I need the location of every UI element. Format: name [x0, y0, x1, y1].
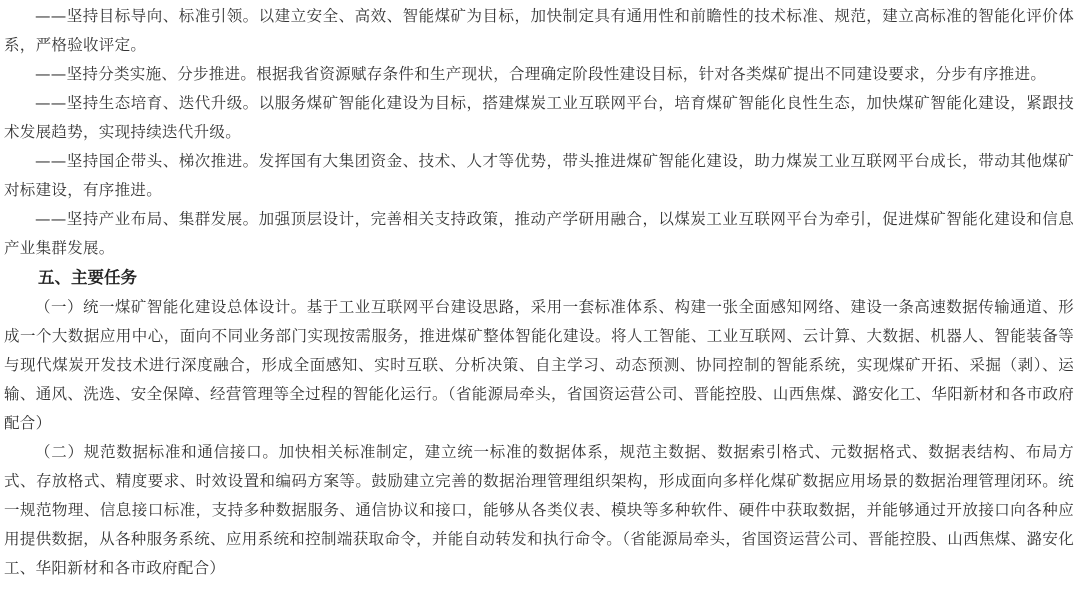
principle-paragraph-soe-leadership: ——坚持国企带头、梯次推进。发挥国有大集团资金、技术、人才等优势，带头推进煤矿智能化建设，助力煤炭工业互联网平台成长，带动其他煤矿对标建设，有序推进。	[4, 152, 1074, 199]
principle-paragraph-classified-implementation: ——坚持分类实施、分步推进。根据我省资源赋存条件和生产现状，合理确定阶段性建设目标，针对各类煤矿提出不同建设要求，分步有序推进。	[35, 65, 1047, 83]
section-heading-main-tasks: 五、主要任务	[38, 268, 137, 287]
principle-paragraph-industry-cluster: ——坚持产业布局、集群发展。加强顶层设计，完善相关支持政策，推动产学研用融合，以煤炭工业互联网平台为牵引，促进煤矿智能化建设和信息产业集群发展。	[4, 210, 1074, 257]
principle-paragraph-target-orientation: ——坚持目标导向、标准引领。以建立安全、高效、智能煤矿为目标，加快制定具有通用性和前瞻性的技术标准、规范，建立高标准的智能化评价体系，严格验收评定。	[4, 7, 1074, 54]
principle-paragraph-ecosystem-cultivation: ——坚持生态培育、迭代升级。以服务煤矿智能化建设为目标，搭建煤炭工业互联网平台，培育煤矿智能化良性生态，加快煤矿智能化建设，紧跟技术发展趋势，实现持续迭代升级。	[4, 94, 1074, 141]
task-paragraph-overall-design: （一）统一煤矿智能化建设总体设计。基于工业互联网平台建设思路，采用一套标准体系、构建一张全面感知网络、建设一条高速数据传输通道、形成一个大数据应用中心，面向不同业务部门实现按需服务，推进煤矿整体智能化建设。将人工智能、工业互联网、云计算、大数据、机器人、智能装备等与现代煤炭开发技术进行深度融合，形成全面感知、实时互联、分析决策、自主学习、动态预测、协同控制的智能系统，实现煤矿开拓、采掘（剥）、运输、通风、洗选、安全保障、经营管理等全过程的智能化运行。（省能源局牵头，省国资运营公司、晋能控股、山西焦煤、潞安化工、华阳新材和各市政府配合）	[4, 298, 1074, 432]
task-paragraph-data-standards: （二）规范数据标准和通信接口。加快相关标准制定，建立统一标准的数据体系，规范主数据、数据索引格式、元数据格式、数据表结构、布局方式、存放格式、精度要求、时效设置和编码方案等。鼓励建立完善的数据治理管理组织架构，形成面向多样化煤矿数据应用场景的数据治理管理闭环。统一规范物理、信息接口标准，支持多种数据服务、通信协议和接口，能够从各类仪表、模块等多种软件、硬件中获取数据，并能够通过开放接口向各种应用提供数据，从各种服务系统、应用系统和控制端获取命令，并能自动转发和执行命令。（省能源局牵头，省国资运营公司、晋能控股、山西焦煤、潞安化工、华阳新材和各市政府配合）	[4, 443, 1074, 577]
